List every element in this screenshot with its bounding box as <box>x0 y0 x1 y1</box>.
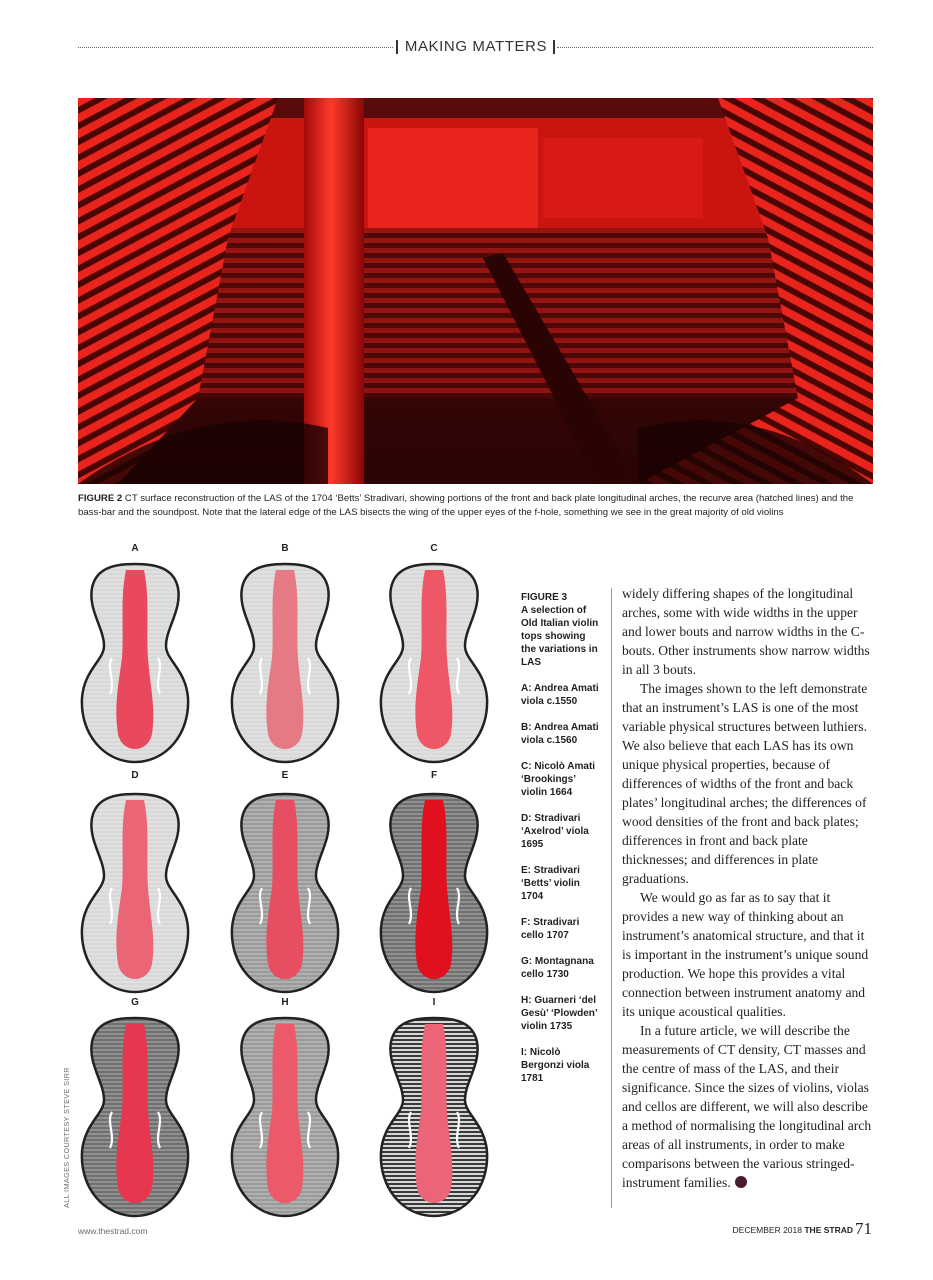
column-rule <box>611 588 612 1208</box>
figure-3-item: F: Stradivari cello 1707 <box>521 917 580 941</box>
figure-3-caption <box>521 591 601 1098</box>
header-rule-right <box>557 47 873 48</box>
figure-3-description: A selection of Old Italian violin tops showing the variations in LAS <box>521 605 599 668</box>
violin-top-i <box>373 1012 495 1222</box>
violin-top-a <box>74 558 196 768</box>
violin-top-g <box>74 1012 196 1222</box>
footer-date: DECEMBER 2018 <box>732 1225 802 1235</box>
article-paragraph: The images shown to the left demonstrate that an instrument’s LAS is one of the most variable physical structures between luthiers. We also believe that each LAS has its own unique physical properties, because of differences of widths of the front and back plates’ longitudinal arches; the differences of wood densities of the front and back plates; differences in front and back plate thicknesses; and differences in plate graduations. <box>622 681 868 886</box>
violin-letter-g: G <box>131 997 139 1008</box>
violin-top-f <box>373 788 495 998</box>
article-paragraph-text: In a future article, we will describe the measurements of CT density, CT masses and the centre of mass of the LAS, and their significance. Since the sizes of violins, violas and cellos are different, we will also describe a method of normalising the longitudinal arch areas of all instruments, in order to make comparisons between the various stringed-instrument families. <box>622 1023 872 1190</box>
ct-reconstruction-image <box>78 98 873 484</box>
figure-2-text: CT surface reconstruction of the LAS of the 1704 ‘Betts’ Stradivari, showing portions of the front and back plate longitudinal arches, the recurve area (hatched lines) and the bass-bar and the soundpost. Note that the lateral edge of the LAS bisects the wing of the upper eyes of the f-hole, something we see in the great majority of old violins <box>78 493 854 518</box>
violin-top-c <box>373 558 495 768</box>
footer-issue <box>710 1225 853 1235</box>
header-tick-left <box>396 40 398 54</box>
article-paragraph-last <box>622 1021 874 1192</box>
footer-url[interactable]: www.thestrad.com <box>78 1226 148 1236</box>
end-of-article-icon <box>735 1176 747 1188</box>
header-tick-right <box>553 40 555 54</box>
violin-top-e <box>224 788 346 998</box>
section-title: MAKING MATTERS <box>404 38 548 55</box>
violin-letter-f: F <box>430 770 438 781</box>
figure-3-heading <box>521 591 601 669</box>
footer-magazine: THE STRAD <box>804 1225 853 1235</box>
figure-2-label: FIGURE 2 <box>78 493 123 504</box>
figure-3-item: B: Andrea Amati viola c.1560 <box>521 722 599 746</box>
violin-letter-c: C <box>430 543 438 554</box>
figure-2-caption <box>78 492 873 520</box>
violin-letter-e: E <box>281 770 289 781</box>
figure-3-item: H: Guarneri ‘del Gesù’ ‘Plowden’ violin 1735 <box>521 995 598 1032</box>
article-body <box>622 584 874 1192</box>
figure-3-title: FIGURE 3 <box>521 592 568 603</box>
figure-3-item: E: Stradivari ‘Betts’ violin 1704 <box>521 865 580 902</box>
violin-letter-d: D <box>131 770 139 781</box>
article-paragraph: We would go as far as to say that it provides a new way of thinking about an instrument’s anatomical structure, and that it is important in the instrument’s unique sound production. We hope this provides a vital connection between instrument anatomy and its unique acoustical qualities. <box>622 890 869 1019</box>
figure-3-item: C: Nicolò Amati ‘Brookings’ violin 1664 <box>521 761 596 798</box>
figure-3-item: I: Nicolò Bergonzi viola 1781 <box>521 1047 590 1084</box>
page-number: 71 <box>855 1219 872 1238</box>
violin-letter-h: H <box>281 997 289 1008</box>
image-credit: ALL IMAGES COURTESY STEVE SIRR <box>62 1067 71 1208</box>
figure-3-item: D: Stradivari ‘Axelrod’ viola 1695 <box>521 813 589 850</box>
violin-letter-b: B <box>281 543 289 554</box>
violin-top-h <box>224 1012 346 1222</box>
violin-top-d <box>74 788 196 998</box>
article-paragraph: widely differing shapes of the longitudinal arches, some with wide widths in the upper and lower bouts and narrow widths in the C-bouts. Other instruments show narrow widths in all 3 bouts. <box>622 586 870 677</box>
header-rule-left <box>78 47 393 48</box>
figure-3-item: G: Montagnana cello 1730 <box>521 956 594 980</box>
violin-letter-i: I <box>432 997 436 1008</box>
violin-letter-a: A <box>131 543 139 554</box>
violin-top-b <box>224 558 346 768</box>
figure-3-item: A: Andrea Amati viola c.1550 <box>521 683 599 707</box>
